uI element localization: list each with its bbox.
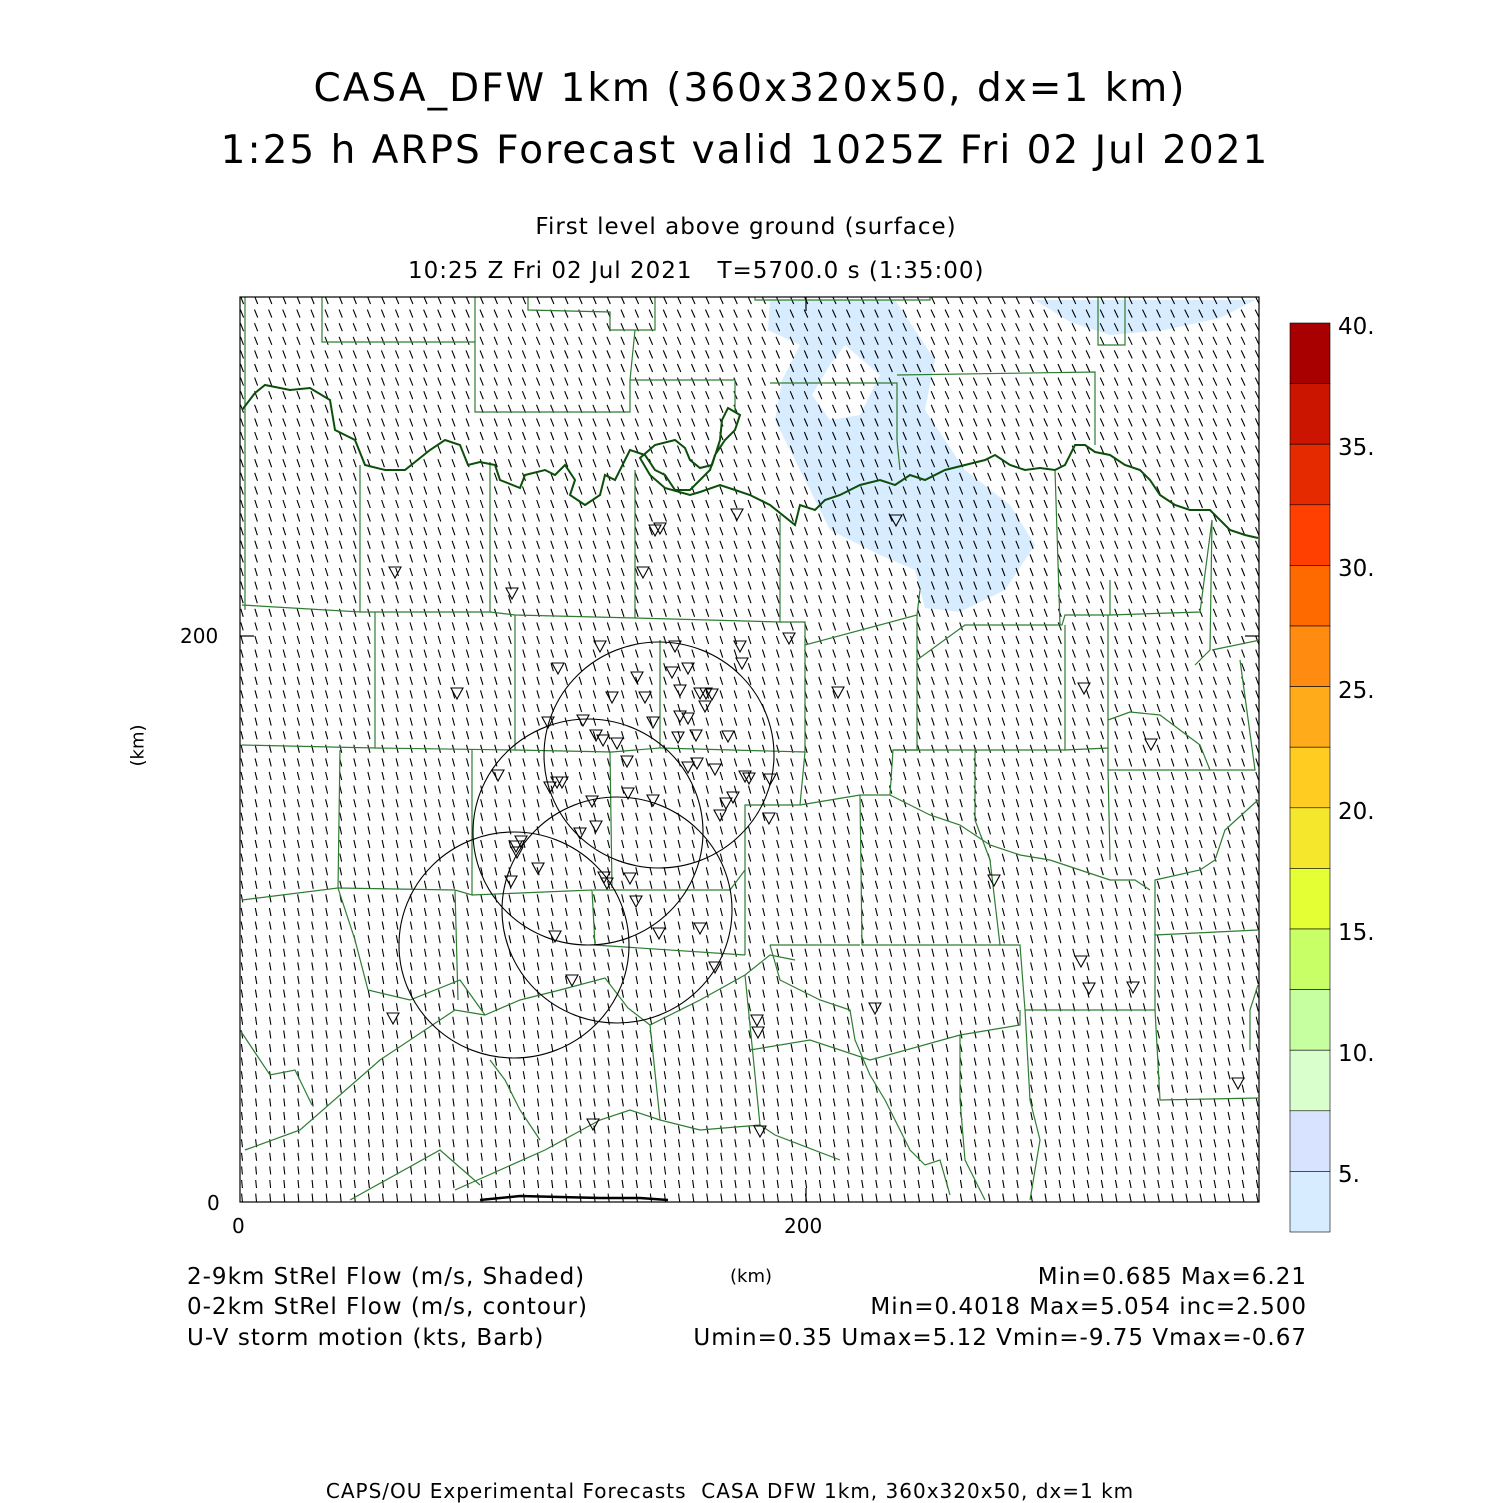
colorbar-label-30: 30. — [1338, 556, 1375, 582]
legend-contour: 0-2km StRel Flow (m/s, contour) — [187, 1294, 588, 1320]
colorbar-label-35: 35. — [1338, 435, 1375, 461]
storm-markers — [387, 509, 1244, 1137]
colorbar-box — [1290, 747, 1330, 808]
colorbar-label-5: 5. — [1338, 1162, 1360, 1188]
storm-marker — [1232, 1078, 1244, 1089]
subtitle-time: 10:25 Z Fri 02 Jul 2021 T=5700.0 s (1:35:00) — [408, 258, 985, 284]
colorbar-box — [1290, 1111, 1330, 1172]
colorbar-box — [1290, 626, 1330, 687]
storm-marker — [1075, 956, 1087, 967]
colorbar-box — [1290, 990, 1330, 1051]
legend-barb-stats: Umin=0.35 Umax=5.12 Vmin=-9.75 Vmax=-0.67 — [693, 1325, 1307, 1351]
storm-marker — [506, 588, 518, 599]
storm-marker — [577, 715, 589, 726]
storm-marker — [694, 923, 706, 934]
storm-marker — [647, 717, 659, 728]
storm-marker — [666, 667, 678, 678]
legend-shaded-stats: Min=0.685 Max=6.21 — [1037, 1264, 1307, 1290]
colorbar-box — [1290, 1171, 1330, 1232]
colorbar-box — [1290, 868, 1330, 929]
storm-marker — [763, 813, 775, 824]
colorbar-box — [1290, 565, 1330, 626]
legend-shaded: 2-9km StRel Flow (m/s, Shaded) — [187, 1264, 586, 1290]
storm-marker — [590, 821, 602, 832]
storm-marker — [492, 770, 504, 781]
contour-rings — [399, 642, 774, 1058]
colorbar-label-20: 20. — [1338, 799, 1375, 825]
colorbar-label-40: 40. — [1338, 314, 1375, 340]
storm-marker — [1127, 982, 1139, 993]
x-axis-label: (km) — [730, 1266, 773, 1287]
storm-marker — [611, 738, 623, 749]
colorbar-label-15: 15. — [1338, 920, 1375, 946]
colorbar-box — [1290, 929, 1330, 990]
river-segment-south — [480, 1196, 668, 1200]
storm-marker — [699, 701, 711, 712]
colorbar-label-10: 10. — [1338, 1041, 1375, 1067]
contour-ring-3 — [502, 797, 732, 1023]
storm-marker — [639, 692, 651, 703]
colorbar-box — [1290, 323, 1330, 384]
y-tick-0: 0 — [207, 1191, 220, 1215]
storm-marker — [1078, 683, 1090, 694]
colorbar-box — [1290, 687, 1330, 748]
storm-marker — [552, 663, 564, 674]
y-axis-label: (km) — [127, 724, 149, 767]
storm-marker — [751, 1015, 763, 1026]
storm-marker — [389, 567, 401, 578]
colorbar-box — [1290, 1050, 1330, 1111]
y-tick-200: 200 — [180, 624, 219, 648]
storm-marker — [709, 764, 721, 775]
legend-contour-stats: Min=0.4018 Max=5.054 inc=2.500 — [870, 1294, 1307, 1320]
title-line-2: 1:25 h ARPS Forecast valid 1025Z Fri 02 Jul 2021 — [220, 128, 1270, 173]
colorbar — [1290, 323, 1330, 1232]
footer-credit: CAPS/OU Experimental Forecasts CASA DFW 1km, 360x320x50, dx=1 km — [325, 1479, 1135, 1503]
storm-marker — [731, 509, 743, 520]
storm-marker — [624, 873, 636, 884]
colorbar-box — [1290, 384, 1330, 445]
red-river — [242, 385, 1258, 538]
storm-marker — [736, 658, 748, 669]
storm-marker — [672, 732, 684, 743]
storm-marker — [606, 692, 618, 703]
colorbar-box — [1290, 808, 1330, 869]
storm-marker — [637, 567, 649, 578]
x-tick-200: 200 — [784, 1214, 823, 1238]
title-line-1: CASA_DFW 1km (360x320x50, dx=1 km) — [313, 66, 1187, 111]
legend-barb: U-V storm motion (kts, Barb) — [187, 1325, 545, 1351]
storm-marker — [601, 878, 613, 889]
colorbar-box — [1290, 444, 1330, 505]
storm-marker — [682, 762, 694, 773]
storm-marker — [653, 928, 665, 939]
storm-marker — [630, 896, 642, 907]
storm-marker — [566, 975, 578, 986]
storm-marker — [714, 810, 726, 821]
storm-marker — [752, 1027, 764, 1038]
subtitle-level: First level above ground (surface) — [535, 214, 957, 240]
shaded-flow-region — [768, 300, 1255, 612]
storm-marker — [709, 962, 721, 973]
colorbar-label-25: 25. — [1338, 678, 1375, 704]
storm-marker — [1145, 739, 1157, 750]
x-tick-0: 0 — [232, 1214, 245, 1238]
contour-ring-1 — [544, 642, 774, 868]
storm-marker — [722, 731, 734, 742]
storm-marker — [674, 685, 686, 696]
storm-marker — [988, 875, 1000, 886]
storm-marker — [1083, 983, 1095, 994]
storm-marker — [869, 1003, 881, 1014]
storm-marker — [694, 688, 706, 699]
colorbar-box — [1290, 505, 1330, 566]
storm-marker — [511, 847, 523, 858]
storm-marker — [586, 796, 598, 807]
